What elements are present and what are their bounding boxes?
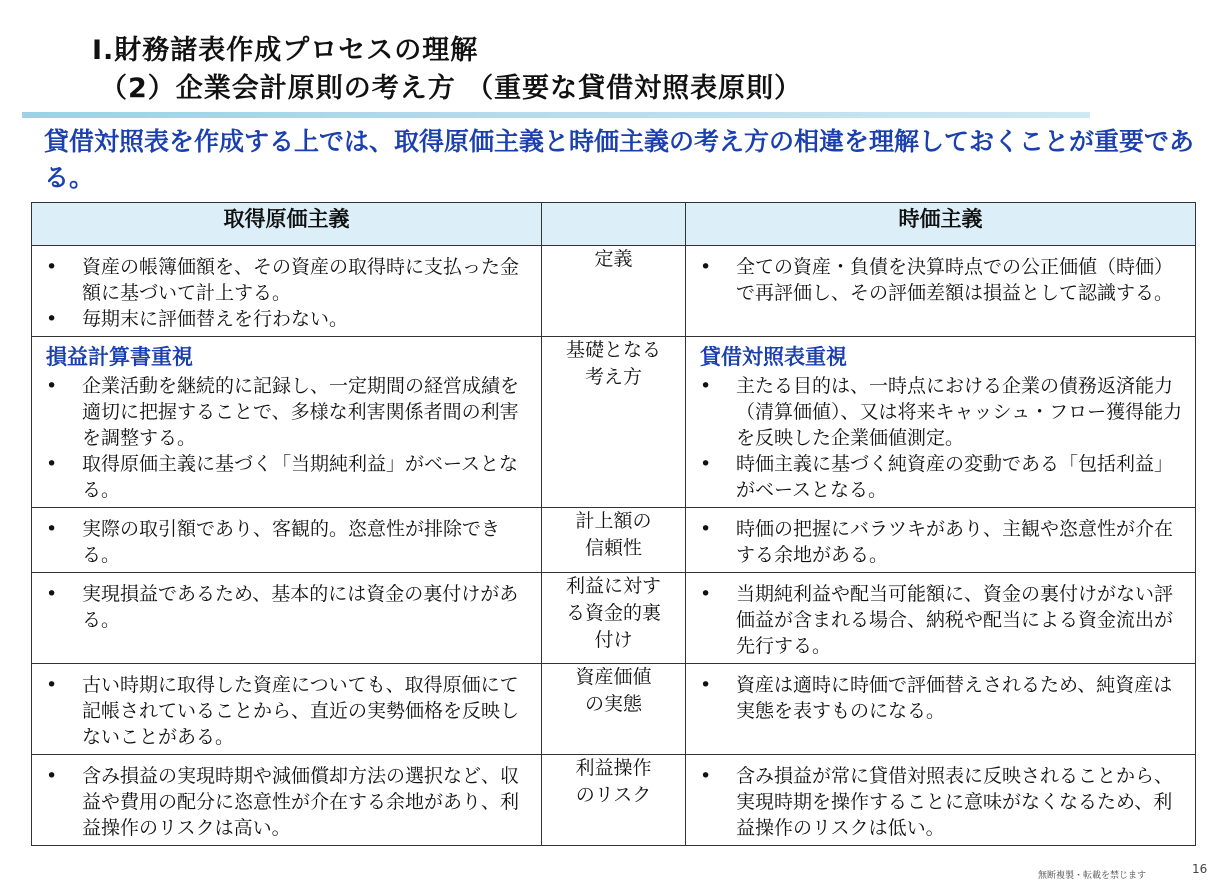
list-item: • 実際の取引額であり、客観的。恣意性が排除できる。 — [46, 516, 531, 568]
cell-heading: 貸借対照表重視 — [700, 345, 847, 369]
bullet-list — [32, 371, 541, 507]
row-label — [542, 664, 686, 755]
header-cost-principle: 取得原価主義 — [32, 203, 542, 246]
list-item: • 実現損益であるため、基本的には資金の裏付けがある。 — [46, 581, 531, 633]
list-item: • 資産は適時に時価で評価替えされるため、純資産は実態を表すものになる。 — [700, 672, 1185, 724]
cell-cost-principle — [32, 755, 542, 846]
row-label: 定義 — [542, 246, 686, 337]
bullet-list — [32, 246, 541, 336]
bullet-list — [32, 573, 541, 637]
header-middle — [542, 203, 686, 246]
cell-fair-value-principle — [686, 508, 1196, 573]
bullet-list — [686, 755, 1195, 845]
list-item: • 時価主義に基づく純資産の変動である「包括利益」がベースとなる。 — [700, 451, 1185, 503]
table-row — [32, 337, 1196, 508]
table-header-row — [32, 203, 1196, 246]
bullet-list — [686, 371, 1195, 507]
row-label — [542, 337, 686, 508]
page-number: 16 — [1192, 862, 1208, 876]
list-item: • 主たる目的は、一時点における企業の債務返済能力（清算価値）、又は将来キャッシュ・フロー獲得能力を反映した企業価値測定。 — [700, 373, 1185, 451]
cell-fair-value-principle — [686, 246, 1196, 337]
list-item: • 企業活動を継続的に記録し、一定期間の経営成績を適切に把握することで、多様な利害関係者間の利害を調整する。 — [46, 373, 531, 451]
row-label-text: 利益操作のリスク — [575, 757, 652, 806]
row-label-text: 資産価値の実態 — [575, 666, 652, 715]
cell-cost-principle — [32, 508, 542, 573]
cell-cost-principle — [32, 246, 542, 337]
lead-text: 貸借対照表を作成する上では、取得原価主義と時価主義の考え方の相違を理解しておくことが重要である。 — [44, 127, 1195, 192]
page-subtitle: （2）企業会計原則の考え方 （重要な貸借対照表原則） — [100, 73, 803, 104]
cell-cost-principle — [32, 664, 542, 755]
row-label-text: 利益に対する資金的裏付け — [566, 575, 662, 651]
table-row — [32, 246, 1196, 337]
cell-fair-value-principle — [686, 755, 1196, 846]
bullet-list — [32, 755, 541, 845]
table-row — [32, 573, 1196, 664]
table-row — [32, 664, 1196, 755]
cell-cost-principle — [32, 337, 542, 508]
row-label — [542, 755, 686, 846]
comparison-table — [31, 202, 1196, 846]
list-item: • 古い時期に取得した資産についても、取得原価にて記帳されていることから、直近の実勢価格を反映しないことがある。 — [46, 672, 531, 750]
cell-fair-value-principle — [686, 573, 1196, 664]
bullet-list — [686, 508, 1195, 572]
row-label-text: 基礎となる考え方 — [566, 339, 662, 388]
list-item: • 含み損益の実現時期や減価償却方法の選択など、収益や費用の配分に恣意性が介在する余地があり、利益操作のリスクは高い。 — [46, 763, 531, 841]
cell-fair-value-principle — [686, 337, 1196, 508]
list-item: • 取得原価主義に基づく「当期純利益」がベースとなる。 — [46, 451, 531, 503]
page-title: Ⅰ.財務諸表作成プロセスの理解 — [92, 35, 479, 66]
bullet-list — [32, 664, 541, 754]
row-label — [542, 573, 686, 664]
header-fair-value-principle: 時価主義 — [686, 203, 1196, 246]
list-item: • 毎期末に評価替えを行わない。 — [46, 306, 531, 332]
row-label — [542, 508, 686, 573]
title-underline — [22, 112, 1090, 118]
cell-heading: 損益計算書重視 — [46, 345, 193, 369]
list-item: • 資産の帳簿価額を、その資産の取得時に支払った金額に基づいて計上する。 — [46, 254, 531, 306]
bullet-list — [686, 664, 1195, 728]
bullet-list — [32, 508, 541, 572]
list-item: • 含み損益が常に貸借対照表に反映されることから、実現時期を操作することに意味がなくなるため、利益操作のリスクは低い。 — [700, 763, 1185, 841]
list-item: • 当期純利益や配当可能額に、資金の裏付けがない評価益が含まれる場合、納税や配当による資金流出が先行する。 — [700, 581, 1185, 659]
list-item: • 全ての資産・負債を決算時点での公正価値（時価）で再評価し、その評価差額は損益として認識する。 — [700, 254, 1185, 306]
list-item: • 時価の把握にバラツキがあり、主観や恣意性が介在する余地がある。 — [700, 516, 1185, 568]
copyright-notice: 無断複製・転載を禁じます — [1038, 871, 1147, 881]
table-row — [32, 508, 1196, 573]
row-label-text: 計上額の信頼性 — [575, 510, 652, 559]
bullet-list — [686, 573, 1195, 663]
cell-fair-value-principle — [686, 664, 1196, 755]
cell-cost-principle — [32, 573, 542, 664]
table-row — [32, 755, 1196, 846]
bullet-list — [686, 246, 1195, 310]
